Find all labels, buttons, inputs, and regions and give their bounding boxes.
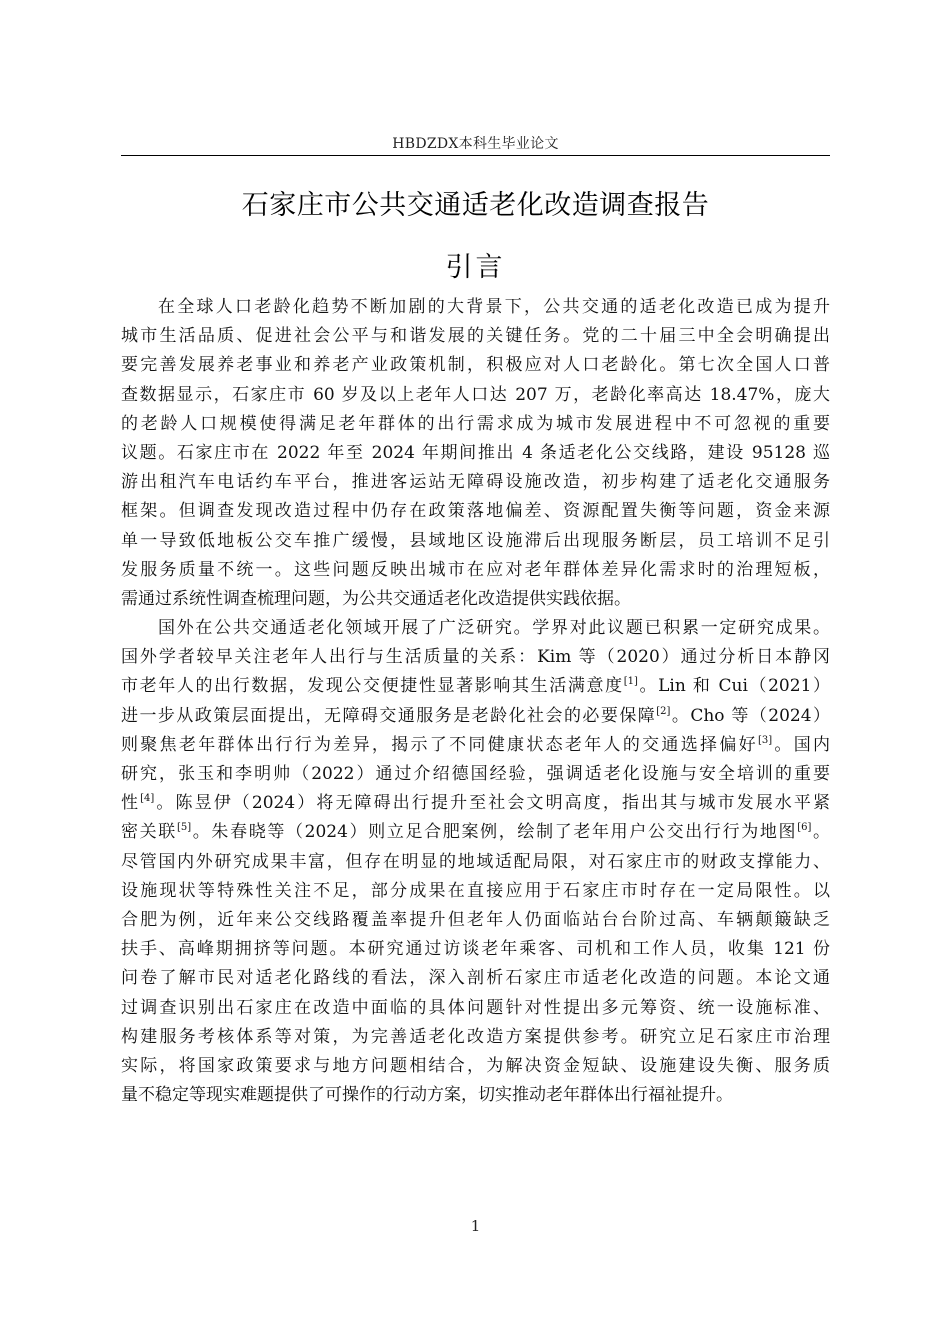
- running-header: HBDZDX本科生毕业论文: [392, 136, 559, 152]
- text-run: 市老年人的出行数据，发现公交便捷性显著影响其生活满意度: [121, 676, 624, 697]
- paragraph-1-line: 的老龄人口规模使得满足老年群体的出行需求成为城市发展进程中不可忽视的重要: [121, 413, 830, 434]
- paragraph-2-line: 合肥为例，近年来公交线路覆盖率提升但老年人仍面临站台台阶过高、车辆颠簸缺乏: [121, 909, 830, 930]
- paragraph-2-line: 构建服务考核体系等对策，为完善适老化改造方案提供参考。研究立足石家庄市治理: [121, 1026, 830, 1047]
- paragraph-2-line: 设施现状等特殊性关注不足，部分成果在直接应用于石家庄市时存在一定局限性。以: [121, 880, 830, 901]
- text-run: 。Lin 和 Cui（2021）: [637, 676, 831, 697]
- document-title: 石家庄市公共交通适老化改造调查报告: [241, 190, 710, 221]
- header-rule: [121, 155, 830, 156]
- paragraph-2-line: 问卷了解市民对适老化路线的看法，深入剖析石家庄市适老化改造的问题。本论文通: [121, 968, 830, 989]
- paragraph-1-line: 要完善发展养老事业和养老产业政策机制，积极应对人口老龄化。第七次全国人口普: [121, 355, 830, 376]
- paragraph-2-line: [121, 818, 830, 847]
- citation-marker: [2]: [656, 705, 671, 717]
- paragraph-2-line: 过调查识别出石家庄在改造中面临的具体问题针对性提出多元筹资、统一设施标准、: [121, 997, 830, 1018]
- paragraph-1-line: 在全球人口老龄化趋势不断加剧的大背景下，公共交通的适老化改造已成为提升: [158, 297, 830, 317]
- text-run: 。陈昱伊（2024）将无障碍出行提升至社会文明高度，指出其与城市发展水平紧: [154, 793, 831, 814]
- paragraph-2-line: [121, 672, 830, 701]
- paragraph-1-line: 议题。石家庄市在 2022 年至 2024 年期间推出 4 条适老化公交线路，建设 95128 巡: [121, 442, 830, 463]
- paragraph-1-line: 框架。但调查发现改造过程中仍存在政策落地偏差、资源配置失衡等问题，资金来源: [121, 501, 830, 522]
- paragraph-2-line: 国外学者较早关注老年人出行与生活质量的关系：Kim 等（2020）通过分析日本静冈: [121, 647, 830, 668]
- text-run: 。朱春晓等（2024）则立足合肥案例，绘制了老年用户公交出行行为地图: [191, 822, 798, 843]
- paragraph-1-line: 游出租汽车电话约车平台，推进客运站无障碍设施改造，初步构建了适老化交通服务: [121, 472, 830, 493]
- citation-marker: [6]: [797, 822, 812, 834]
- text-run: 则聚焦老年群体出行行为差异，揭示了不同健康状态老年人的交通选择偏好: [121, 734, 758, 755]
- paragraph-2-line: 尽管国内外研究成果丰富，但存在明显的地域适配局限，对石家庄市的财政支撑能力、: [121, 851, 830, 872]
- text-run: 。国内: [772, 734, 831, 755]
- paragraph-1-line: 查数据显示，石家庄市 60 岁及以上老年人口达 207 万，老龄化率高达 18.47%，庞大: [121, 384, 830, 405]
- paragraph-2-line: 量不稳定等现实难题提供了可操作的行动方案，切实推动老年群体出行福祉提升。: [121, 1085, 733, 1106]
- paragraph-2-line: [121, 702, 830, 731]
- text-run: 。: [811, 822, 831, 843]
- paragraph-2-line: [121, 789, 830, 818]
- text-run: 性: [121, 793, 141, 814]
- paragraph-1-line: 单一导致低地板公交车推广缓慢，县域地区设施滞后出现服务断层，员工培训不足引: [121, 530, 830, 551]
- paragraph-1-line: 城市生活品质、促进社会公平与和谐发展的关键任务。党的二十届三中全会明确提出: [121, 326, 830, 347]
- body-text: [121, 293, 830, 1110]
- paragraph-2-line: [121, 731, 830, 760]
- paragraph-2-line: 国外在公共交通适老化领域开展了广泛研究。学界对此议题已积累一定研究成果。: [158, 618, 830, 639]
- section-heading: 引言: [445, 252, 506, 283]
- paragraph-2-line: 研究，张玉和李明帅（2022）通过介绍德国经验，强调适老化设施与安全培训的重要: [121, 764, 830, 784]
- citation-marker: [4]: [140, 793, 155, 805]
- citation-marker: [3]: [757, 734, 773, 746]
- paragraph-2-line: 扶手、高峰期拥挤等问题。本研究通过访谈老年乘客、司机和工作人员，收集 121 份: [121, 939, 830, 960]
- text-run: 密关联: [121, 822, 177, 843]
- text-run: 进一步从政策层面提出，无障碍交通服务是老龄化社会的必要保障: [121, 705, 657, 726]
- page-number: 1: [470, 1217, 481, 1235]
- citation-marker: [5]: [176, 822, 192, 834]
- paragraph-1-line: 需通过系统性调查梳理问题，为公共交通适老化改造提供实践依据。: [121, 588, 631, 609]
- citation-marker: [1]: [623, 676, 638, 688]
- paragraph-2-line: 实际，将国家政策要求与地方问题相结合，为解决资金短缺、设施建设失衡、服务质: [121, 1055, 830, 1076]
- paragraph-1-line: 发服务质量不统一。这些问题反映出城市在应对老年群体差异化需求时的治理短板，: [121, 559, 830, 580]
- text-run: 。Cho 等（2024）: [670, 705, 831, 726]
